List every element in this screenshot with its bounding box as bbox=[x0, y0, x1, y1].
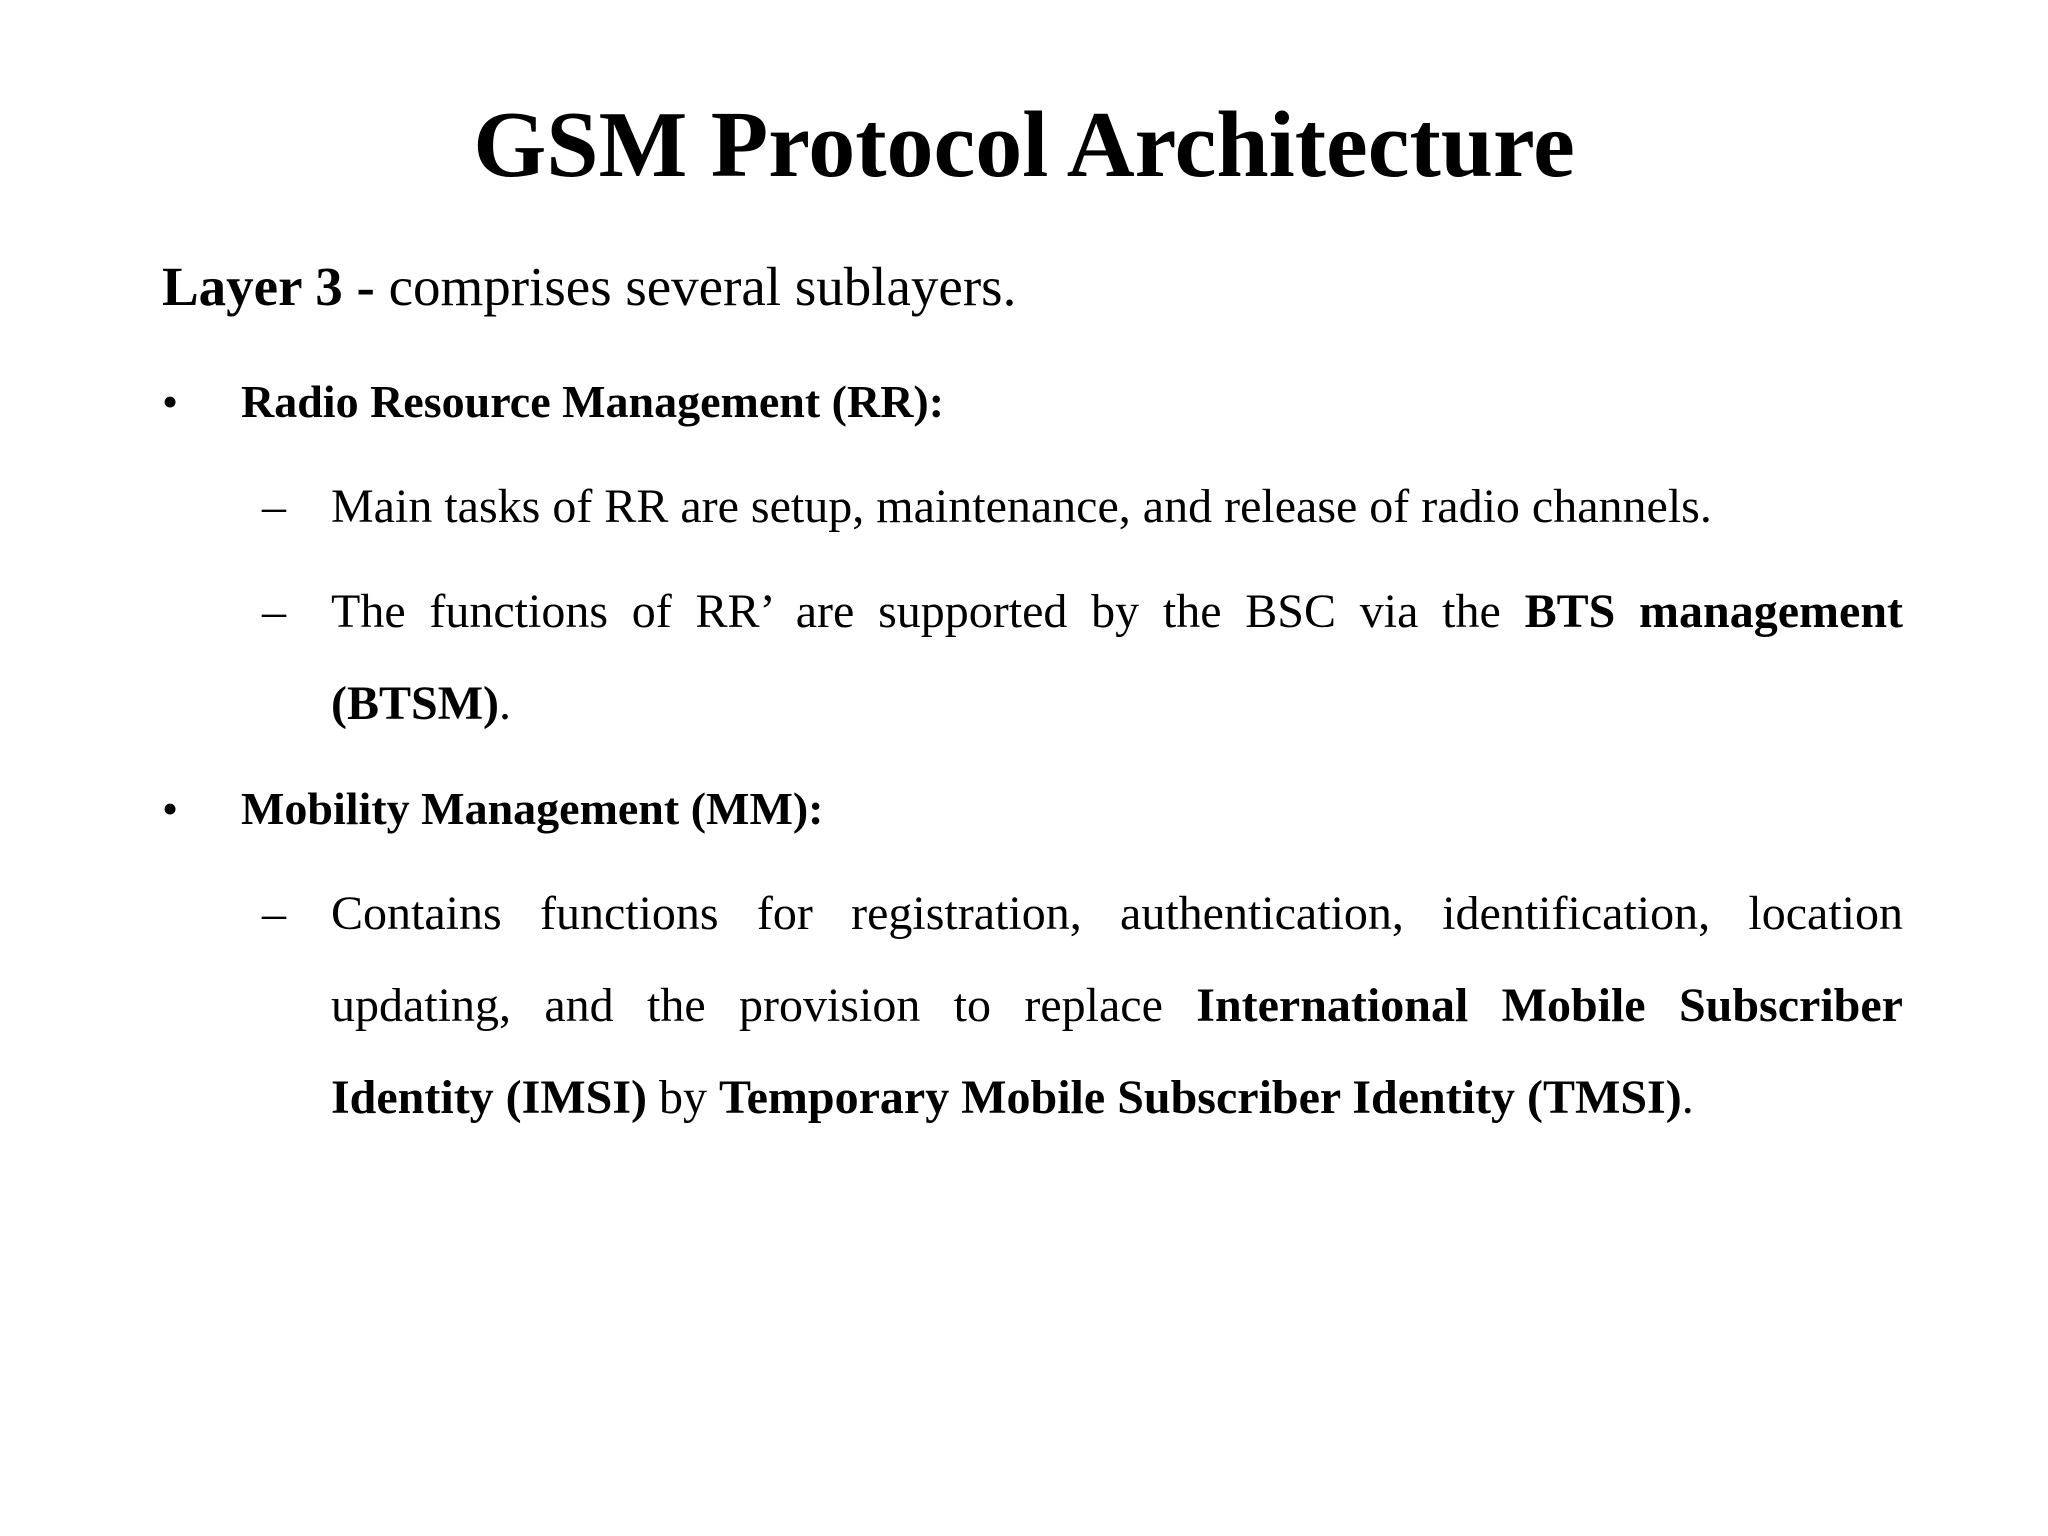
mm-item-1-end: . bbox=[1681, 1071, 1694, 1124]
mm-item-1-connector: by bbox=[647, 1071, 720, 1124]
rr-item-2 bbox=[331, 566, 1903, 750]
bullet-marker-rr: • bbox=[162, 376, 179, 427]
section-heading-rr: Radio Resource Management (RR): bbox=[241, 376, 945, 427]
dash-marker-rr-2: – bbox=[262, 585, 286, 638]
mm-item-1 bbox=[331, 868, 1903, 1144]
rr-item-2-text: The functions of RR’ are supported by the BSC via the bbox=[331, 585, 1525, 638]
rr-item-1-text: Main tasks of RR are setup, maintenance, and release of radio channels. bbox=[331, 480, 1712, 533]
intro-text: comprises several sublayers. bbox=[374, 256, 1017, 317]
rr-item-1 bbox=[331, 461, 1903, 553]
dash-marker-mm-1: – bbox=[262, 887, 286, 940]
intro-line bbox=[162, 252, 1016, 322]
section-heading-mm: Mobility Management (MM): bbox=[241, 783, 824, 834]
slide-title: GSM Protocol Architecture bbox=[473, 93, 1575, 197]
mm-item-1-text: Contains functions for registration, authentication, identification, location updating, and the provision to replace bbox=[331, 887, 1903, 1032]
tmsi-term: Temporary Mobile Subscriber Identity (TMSI) bbox=[719, 1071, 1682, 1124]
imsi-term: International Mobile Subscriber Identity (IMSI) bbox=[331, 979, 1903, 1124]
intro-label: Layer 3 - bbox=[162, 256, 375, 317]
rr-item-2-end: . bbox=[499, 677, 511, 730]
dash-marker-rr-1: – bbox=[262, 480, 286, 533]
bullet-marker-mm: • bbox=[162, 783, 179, 834]
btsm-term: BTS management (BTSM) bbox=[331, 585, 1903, 730]
